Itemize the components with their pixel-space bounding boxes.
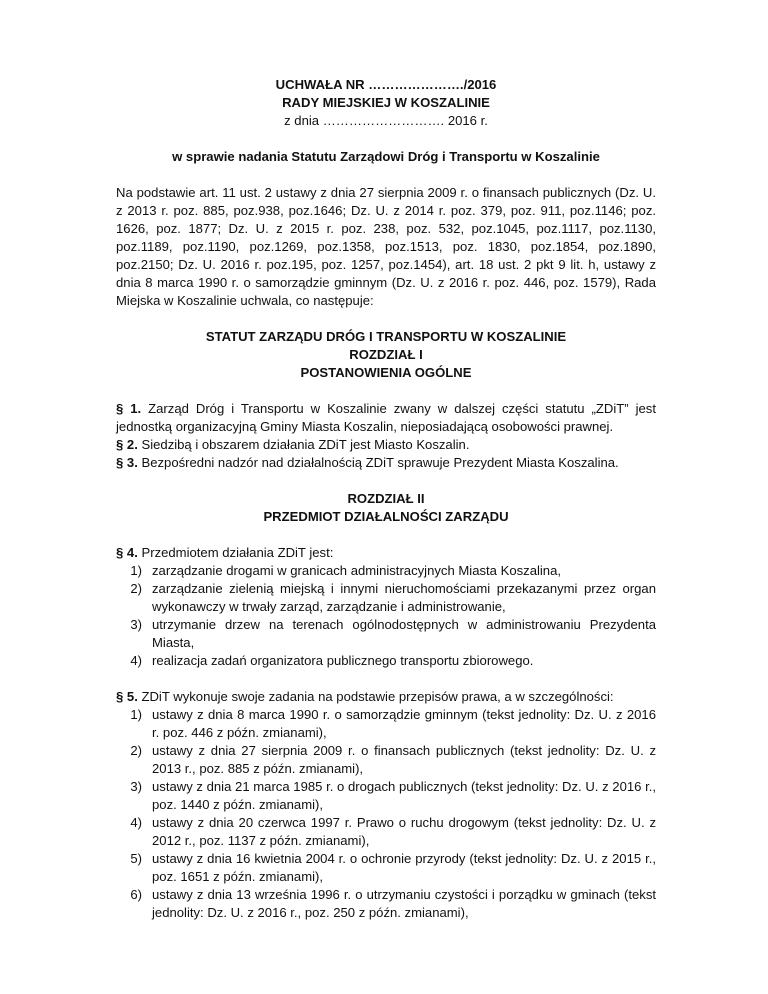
section-text: Przedmiotem działania ZDiT jest: xyxy=(137,545,334,560)
item-text: ustawy z dnia 16 kwietnia 2004 r. o ochronie przyrody (tekst jednolity: Dz. U. z 2015 r., poz. 1651 z późn. zmianami), xyxy=(152,851,656,884)
item-number: 1) xyxy=(130,707,142,722)
item-text: zarządzanie drogami w granicach administracyjnych Miasta Koszalina, xyxy=(152,563,562,578)
item-number: 3) xyxy=(130,617,142,632)
item-number: 3) xyxy=(130,779,142,794)
section-label: § 2. xyxy=(116,437,138,452)
chapter-1-title: POSTANOWIENIA OGÓLNE xyxy=(300,365,472,380)
section-5-intro xyxy=(116,688,656,706)
list-item xyxy=(116,886,656,922)
item-text: ustawy z dnia 20 czerwca 1997 r. Prawo o ruchu drogowym (tekst jednolity: Dz. U. z 2012 r., poz. 1137 z późn. zmianami), xyxy=(152,815,656,848)
resolution-date: z dnia ………………………. 2016 r. xyxy=(284,113,488,128)
list-item xyxy=(116,706,656,742)
item-number: 6) xyxy=(130,887,142,902)
resolution-subject: w sprawie nadania Statutu Zarządowi Dróg i Transportu w Koszalinie xyxy=(172,149,600,164)
section-label: § 4. xyxy=(116,545,138,560)
item-number: 5) xyxy=(130,851,142,866)
item-text: ustawy z dnia 8 marca 1990 r. o samorządzie gminnym (tekst jednolity: Dz. U. z 2016 r. poz. 446 z późn. zmianami), xyxy=(152,707,656,740)
list-item xyxy=(116,814,656,850)
section-2 xyxy=(116,436,656,454)
legal-basis-paragraph: Na podstawie art. 11 ust. 2 ustawy z dnia 27 sierpnia 2009 r. o finansach publicznych (Dz. U. z 2013 r. poz. 885, poz.938, poz.1646; Dz. U. z 2014 r. poz. 379, poz. 911, poz.1146; poz. 1626, poz. 1877; Dz. U. z 2015 r. poz. 238, poz. 532, poz.1045, poz.1117, poz.1130, poz.1189, poz.1190, poz.1269, poz.1358, poz.1513, poz. 1830, poz.1854, poz.1890, poz.2150; Dz. U. 2016 r. poz.195, poz. 1257, poz.1454), art. 18 ust. 2 pkt 9 lit. h, ustawy z dnia 8 marca 1990 r. o samorządzie gminnym (Dz. U. z 2016 r. poz. 446, poz. 1579), Rada Miejska w Koszalinie uchwala, co następuje: xyxy=(116,185,656,308)
document-content xyxy=(116,76,656,922)
list-item xyxy=(116,742,656,778)
section-3 xyxy=(116,454,656,472)
resolution-number: UCHWAŁA NR …………………./2016 xyxy=(275,77,497,92)
chapter-1-label: ROZDZIAŁ I xyxy=(349,347,423,362)
list-item xyxy=(116,652,656,670)
item-text: zarządzanie zielenią miejską i innymi nieruchomościami przekazanymi przez organ wykonawczy w trwały zarząd, zarządzanie i administrowanie, xyxy=(152,581,656,614)
item-text: realizacja zadań organizatora publicznego transportu zbiorowego. xyxy=(152,653,534,668)
council-name: RADY MIEJSKIEJ W KOSZALINIE xyxy=(282,95,490,110)
section-label: § 3. xyxy=(116,455,138,470)
section-text: Bezpośredni nadzór nad działalnością ZDiT sprawuje Prezydent Miasta Koszalina. xyxy=(137,455,619,470)
chapter-2-title: PRZEDMIOT DZIAŁALNOŚCI ZARZĄDU xyxy=(263,509,509,524)
item-number: 1) xyxy=(130,563,142,578)
list-item xyxy=(116,778,656,814)
item-number: 4) xyxy=(130,815,142,830)
list-item xyxy=(116,580,656,616)
item-number: 4) xyxy=(130,653,142,668)
item-text: utrzymanie drzew na terenach ogólnodostępnych w administrowaniu Prezydenta Miasta, xyxy=(152,617,656,650)
item-text: ustawy z dnia 13 września 1996 r. o utrzymaniu czystości i porządku w gminach (tekst jednolity: Dz. U. z 2016 r., poz. 250 z późn. zmianami), xyxy=(152,887,656,920)
section-5-list xyxy=(116,706,656,922)
section-4-intro xyxy=(116,544,656,562)
section-4-list xyxy=(116,562,656,670)
item-number: 2) xyxy=(130,581,142,596)
section-text: ZDiT wykonuje swoje zadania na podstawie przepisów prawa, a w szczególności: xyxy=(137,689,614,704)
section-text: Zarząd Dróg i Transportu w Koszalinie zwany w dalszej części statutu „ZDiT” jest jednostką organizacyjną Gminy Miasta Koszalin, nieposiadającą osobowości prawnej. xyxy=(116,401,656,434)
item-text: ustawy z dnia 21 marca 1985 r. o drogach publicznych (tekst jednolity: Dz. U. z 2016 r., poz. 1440 z późn. zmianami), xyxy=(152,779,656,812)
section-1 xyxy=(116,400,656,436)
list-item xyxy=(116,562,656,580)
section-text: Siedzibą i obszarem działania ZDiT jest Miasto Koszalin. xyxy=(137,437,470,452)
item-number: 2) xyxy=(130,743,142,758)
item-text: ustawy z dnia 27 sierpnia 2009 r. o finansach publicznych (tekst jednolity: Dz. U. z 2013 r., poz. 885 z późn. zmianami), xyxy=(152,743,656,776)
list-item xyxy=(116,616,656,652)
section-label: § 1. xyxy=(116,401,142,416)
list-item xyxy=(116,850,656,886)
chapter-2-label: ROZDZIAŁ II xyxy=(347,491,425,506)
statute-title: STATUT ZARZĄDU DRÓG I TRANSPORTU W KOSZALINIE xyxy=(205,329,567,344)
section-label: § 5. xyxy=(116,689,138,704)
